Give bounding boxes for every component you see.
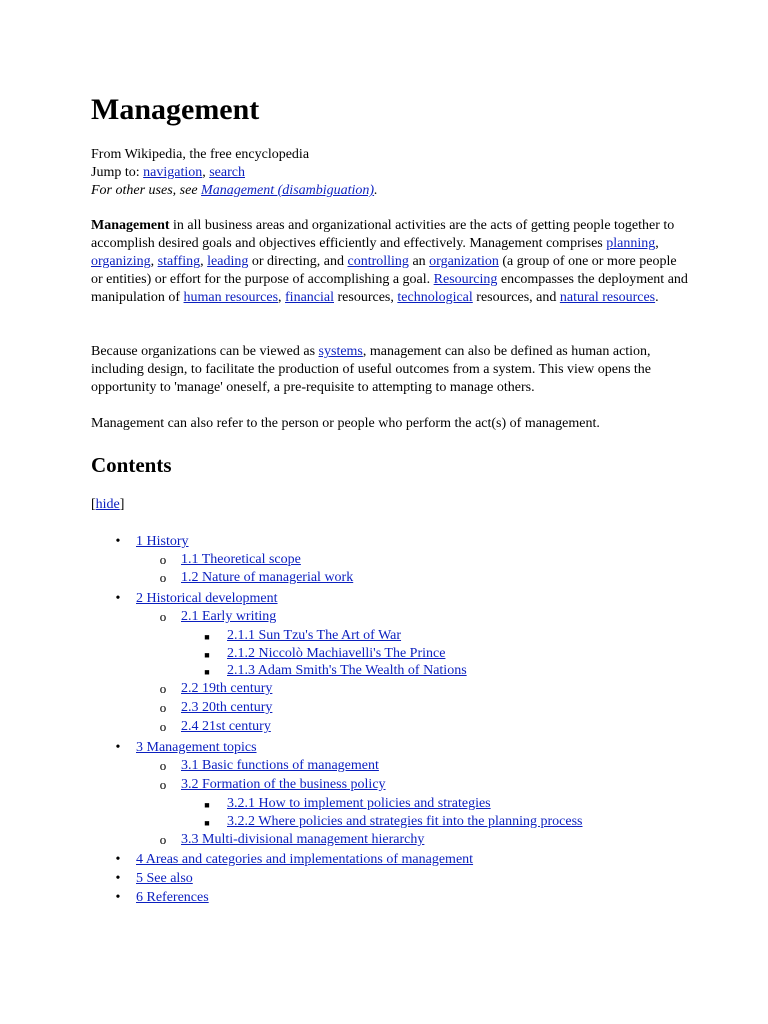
toc-link[interactable]: 2.3 20th century — [181, 700, 273, 715]
bullet-square-icon: ■ — [204, 800, 210, 810]
bullet-disc-icon: • — [115, 890, 121, 905]
toc-link[interactable]: 2.1 Early writing — [181, 609, 277, 624]
intro-text: in all business areas and organizational activities are the acts of getting people together to accomplish desired goals and objectives efficiently and effectively. Management comprises — [91, 218, 675, 251]
toc-link[interactable]: 3.3 Multi-divisional management hierarchy — [181, 832, 425, 847]
toc-link[interactable]: 1.1 Theoretical scope — [181, 552, 301, 567]
planning-link[interactable]: planning — [606, 236, 656, 251]
bullet-square-icon: ■ — [204, 650, 210, 660]
tagline: From Wikipedia, the free encyclopedia — [91, 147, 310, 162]
organizing-link[interactable]: organizing — [91, 254, 151, 269]
hatnote — [91, 182, 711, 200]
bullet-circle-icon: o — [159, 832, 167, 847]
intro-text: (a group of one or more people or entities) or effort for the purpose of accomplishing a goal. — [91, 254, 677, 287]
controlling-link[interactable]: controlling — [347, 254, 409, 269]
technological-link[interactable]: technological — [397, 290, 473, 305]
disambiguation-link[interactable]: Management (disambiguation) — [201, 183, 375, 198]
systems-link[interactable]: systems — [318, 344, 363, 359]
page-title: Management — [91, 93, 260, 126]
toc-link[interactable]: 5 See also — [136, 871, 193, 886]
intro-text: resources, — [334, 290, 398, 305]
human-resources-link[interactable]: human resources — [183, 290, 279, 305]
bracket-close: ] — [119, 497, 125, 512]
bullet-square-icon: ■ — [204, 632, 210, 642]
hatnote-prefix: For other uses, see — [91, 183, 202, 198]
hide-toc-link[interactable]: hide — [95, 497, 120, 512]
bullet-disc-icon: • — [115, 591, 121, 606]
paragraph-text: , management can also be defined as human action, including design, to facilitate the production of useful outcomes from a system. This view opens the opportunity to 'manage' oneself, a pre-requisite to attempting to manage others. — [91, 344, 652, 395]
article-meta — [91, 146, 711, 200]
intro-text: , — [655, 236, 659, 251]
intro-text: , — [150, 254, 158, 269]
bullet-circle-icon: o — [159, 681, 167, 696]
toc-link[interactable]: 2.1.3 Adam Smith's The Wealth of Nations — [227, 663, 467, 678]
toc-link[interactable]: 3.2.2 Where policies and strategies fit into the planning process — [227, 814, 583, 829]
bullet-square-icon: ■ — [204, 818, 210, 828]
toc-link[interactable]: 1.2 Nature of managerial work — [181, 570, 354, 585]
toc-link[interactable]: 6 References — [136, 890, 209, 905]
toc-link[interactable]: 2.2 19th century — [181, 681, 273, 696]
jump-navigation-link[interactable]: navigation — [143, 165, 203, 180]
intro-text: , — [278, 290, 286, 305]
toc-link[interactable]: 4 Areas and categories and implementations of management — [136, 852, 474, 867]
intro-text: resources, and — [472, 290, 560, 305]
toc-link[interactable]: 2.1.1 Sun Tzu's The Art of War — [227, 628, 402, 643]
intro-text: . — [655, 290, 659, 305]
intro-text: or directing, and — [248, 254, 348, 269]
natural-resources-link[interactable]: natural resources — [559, 290, 656, 305]
bullet-disc-icon: • — [115, 534, 121, 549]
financial-link[interactable]: financial — [285, 290, 334, 305]
systems-paragraph — [91, 343, 691, 397]
intro-text: an — [408, 254, 430, 269]
toc-link[interactable]: 3.2.1 How to implement policies and strategies — [227, 796, 491, 811]
leading-link[interactable]: leading — [207, 254, 249, 269]
toc-link[interactable]: 2.1.2 Niccolò Machiavelli's The Prince — [227, 646, 446, 661]
organization-link[interactable]: organization — [429, 254, 499, 269]
paragraph-text: Because organizations can be viewed as — [91, 344, 319, 359]
toc-link[interactable]: 3.2 Formation of the business policy — [181, 777, 386, 792]
toc-link[interactable]: 3 Management topics — [136, 740, 257, 755]
toc-link[interactable]: 2.4 21st century — [181, 719, 271, 734]
toc-link[interactable]: 3.1 Basic functions of management — [181, 758, 379, 773]
jump-prefix: Jump to: — [91, 165, 144, 180]
contents-heading: Contents — [91, 453, 172, 477]
toc-link[interactable]: 1 History — [136, 534, 189, 549]
contents-toggle — [91, 496, 124, 514]
bullet-disc-icon: • — [115, 740, 121, 755]
intro-bold-term: Management — [91, 218, 170, 233]
bullet-disc-icon: • — [115, 871, 121, 886]
bullet-square-icon: ■ — [204, 667, 210, 677]
resourcing-link[interactable]: Resourcing — [433, 272, 498, 287]
bullet-disc-icon: • — [115, 852, 121, 867]
jump-separator: , — [202, 165, 210, 180]
hatnote-suffix: . — [374, 183, 378, 198]
toc-link[interactable]: 2 Historical development — [136, 591, 278, 606]
bullet-circle-icon: o — [159, 758, 167, 773]
staffing-link[interactable]: staffing — [157, 254, 201, 269]
intro-text: , — [200, 254, 208, 269]
jump-to — [91, 164, 711, 182]
intro-paragraph — [91, 217, 691, 307]
bullet-circle-icon: o — [159, 700, 167, 715]
person-paragraph: Management can also refer to the person or people who perform the act(s) of management. — [91, 416, 600, 431]
bullet-circle-icon: o — [159, 609, 167, 624]
bullet-circle-icon: o — [159, 777, 167, 792]
intro-text: encompasses the deployment and manipulation of — [91, 272, 688, 305]
bullet-circle-icon: o — [159, 570, 167, 585]
bullet-circle-icon: o — [159, 719, 167, 734]
jump-search-link[interactable]: search — [209, 165, 245, 180]
bracket-open: [ — [91, 497, 96, 512]
bullet-circle-icon: o — [159, 552, 167, 567]
